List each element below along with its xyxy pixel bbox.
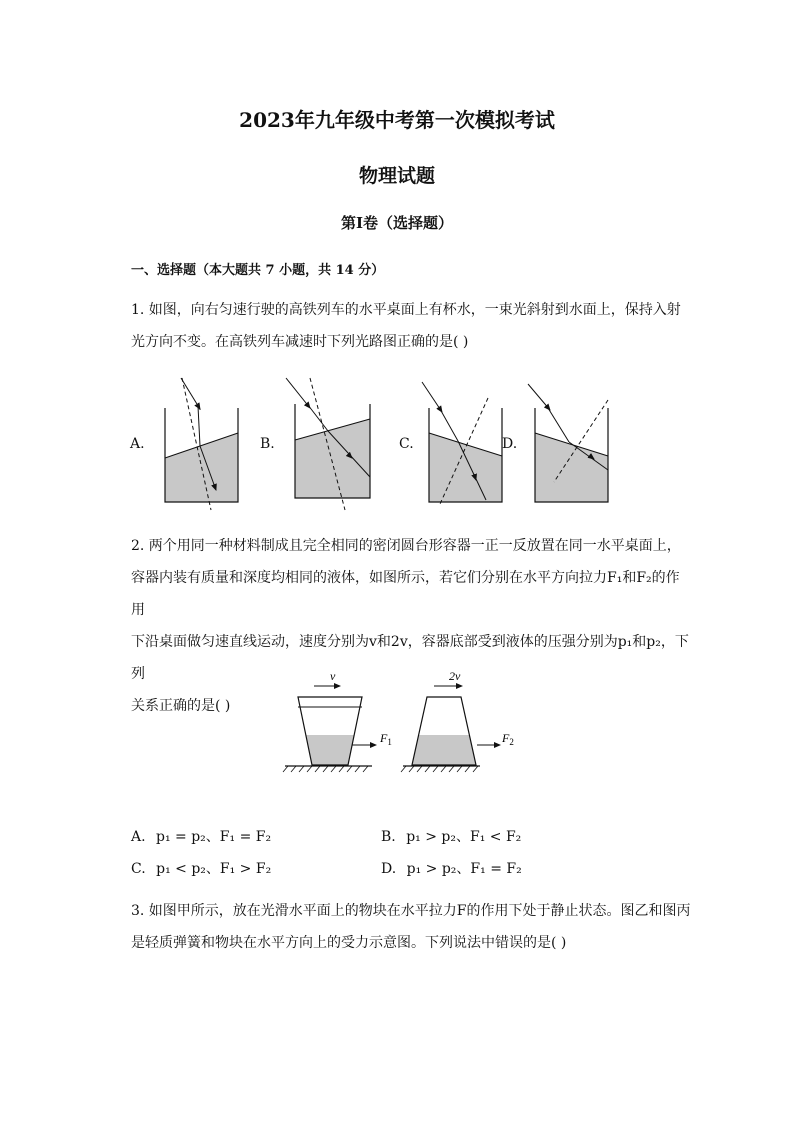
- right-liquid: [412, 735, 476, 765]
- question-3: [131, 895, 691, 959]
- q1-figure-a: [165, 378, 238, 510]
- incident-ray-a2: [198, 406, 200, 446]
- q2-containers-figure: [280, 665, 530, 777]
- q1-option-a-label: A.: [130, 436, 145, 452]
- q2-choice-c-label: C.: [131, 861, 146, 877]
- q1-option-c-label: C.: [399, 436, 414, 452]
- question-1-line-2: 光方向不变。在高铁列车减速时下列光路图正确的是( ): [131, 334, 469, 350]
- incident-ray-c: [422, 382, 442, 412]
- q1-option-b-label: B.: [260, 436, 275, 452]
- q1-light-path-figures: [140, 370, 620, 515]
- q2-choice-b-label: B.: [381, 829, 396, 845]
- q1-figure-c: [422, 382, 502, 504]
- q2-choice-d[interactable]: [381, 858, 522, 878]
- question-2-line-3: 下沿桌面做匀速直线运动，速度分别为v和2v，容器底部受到液体的压强分别为p₁和p₂，下列: [131, 634, 689, 682]
- q1-option-d-label: D.: [502, 436, 518, 452]
- q2-choice-c-text: p₁ < p₂、F₁ > F₂: [156, 861, 272, 877]
- question-2-line-2: 容器内装有质量和深度均相同的液体，如图所示，若它们分别在水平方向拉力F₁和F₂的作用: [131, 570, 680, 618]
- q1-figure-d: [528, 384, 608, 502]
- left-container: [283, 669, 392, 772]
- q2-choice-b[interactable]: [381, 826, 521, 846]
- right-ground-hatch: [401, 766, 478, 772]
- section-heading: 一、选择题（本大题共 7 小题，共 14 分）: [131, 263, 385, 278]
- water-b: [295, 419, 370, 498]
- question-3-line-2: 是轻质弹簧和物块在水平方向上的受力示意图。下列说法中错误的是( ): [131, 935, 567, 951]
- right-container: [401, 669, 514, 772]
- q2-choice-d-text: p₁ > p₂、F₁ = F₂: [406, 861, 522, 877]
- q2-choice-b-text: p₁ > p₂、F₁ < F₂: [406, 829, 522, 845]
- incident-ray-d: [528, 384, 550, 410]
- q2-choice-a[interactable]: [131, 826, 271, 846]
- q1-figure-b: [286, 378, 370, 510]
- question-3-line-1: 3. 如图甲所示，放在光滑水平面上的物块在水平拉力F的作用下处于静止状态。图乙和图丙: [131, 903, 691, 919]
- left-liquid: [306, 735, 354, 765]
- question-2-line-4: 关系正确的是( ): [131, 698, 231, 714]
- left-velocity-label: v: [330, 669, 336, 683]
- force-label-f1: $F_1$: [380, 731, 392, 747]
- exam-title: 2023年九年级中考第一次模拟考试: [239, 108, 555, 132]
- question-1: [131, 294, 691, 358]
- incident-ray-a: [181, 378, 200, 409]
- question-1-line-1: 1. 如图，向右匀速行驶的高铁列车的水平桌面上有杯水，一束光斜射到水面上，保持入射: [131, 302, 681, 318]
- question-2-line-1: 2. 两个用同一种材料制成且完全相同的密闭圆台形容器一正一反放置在同一水平桌面上，: [131, 538, 681, 554]
- volume-title: 第Ⅰ卷（选择题）: [340, 214, 454, 232]
- incident-ray-b: [286, 378, 310, 408]
- water-c: [429, 433, 502, 502]
- q2-choice-a-label: A.: [131, 829, 146, 845]
- force-label-f2: $F_2$: [502, 731, 514, 747]
- left-ground-hatch: [283, 766, 368, 772]
- q2-choice-d-label: D.: [381, 861, 397, 877]
- q2-choice-a-text: p₁ = p₂、F₁ = F₂: [156, 829, 272, 845]
- q2-choice-c[interactable]: [131, 858, 271, 878]
- subject-title: 物理试题: [358, 165, 435, 187]
- right-velocity-label: 2v: [449, 669, 461, 683]
